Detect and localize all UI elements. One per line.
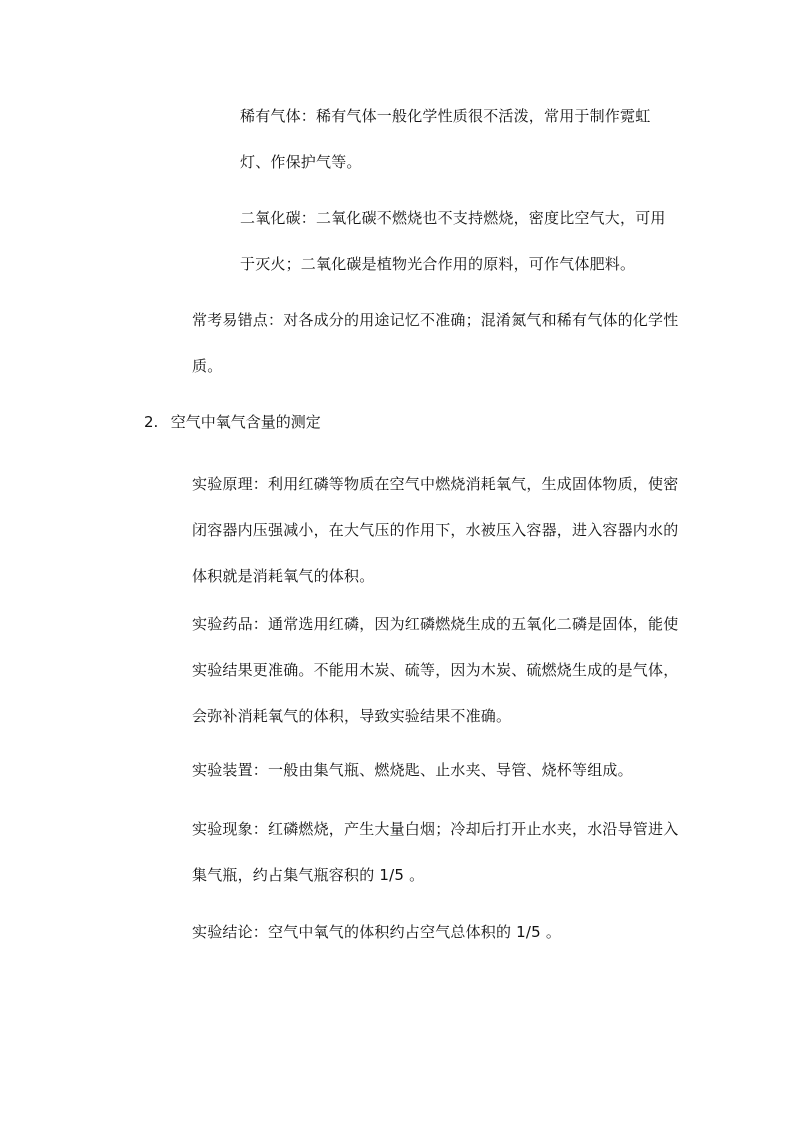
paragraph-common-mistakes: 常考易错点：对各成分的用途记忆不准确；混淆氮气和稀有气体的化学性质。 [192, 311, 679, 375]
section-title: 空气中氧气含量的测定 [170, 413, 321, 431]
section-heading [144, 399, 684, 445]
paragraph-experiment-principle: 实验原理：利用红磷等物质在空气中燃烧消耗氧气，生成固体物质，使密闭容器内压强减小，在大气压的作用下，水被压入容器，进入容器内水的体积就是消耗氧气的体积。 [192, 475, 679, 585]
paragraph-experiment-phenomenon: 实验现象：红磷燃烧，产生大量白烟；冷却后打开止水夹，水沿导管进入集气瓶，约占集气瓶容积的 1/5 。 [192, 820, 679, 884]
paragraph-experiment-reagents: 实验药品：通常选用红磷，因为红磷燃烧生成的五氧化二磷是固体，能使实验结果更准确。不能用木炭、硫等，因为木炭、硫燃烧生成的是气体，会弥补消耗氧气的体积，导致实验结果不准确。 [192, 615, 679, 725]
paragraph-experiment-conclusion: 实验结论：空气中氧气的体积约占空气总体积的 1/5 。 [192, 923, 562, 941]
paragraph-carbon-dioxide: 二氧化碳：二氧化碳不燃烧也不支持燃烧，密度比空气大，可用于灭火；二氧化碳是植物光合作用的原料，可作气体肥料。 [240, 209, 666, 273]
paragraph-rare-gas: 稀有气体：稀有气体一般化学性质很不活泼，常用于制作霓虹灯、作保护气等。 [240, 107, 651, 171]
section-number: 2. [144, 413, 159, 431]
paragraph-experiment-apparatus: 实验装置：一般由集气瓶、燃烧匙、止水夹、导管、烧杯等组成。 [192, 761, 633, 779]
